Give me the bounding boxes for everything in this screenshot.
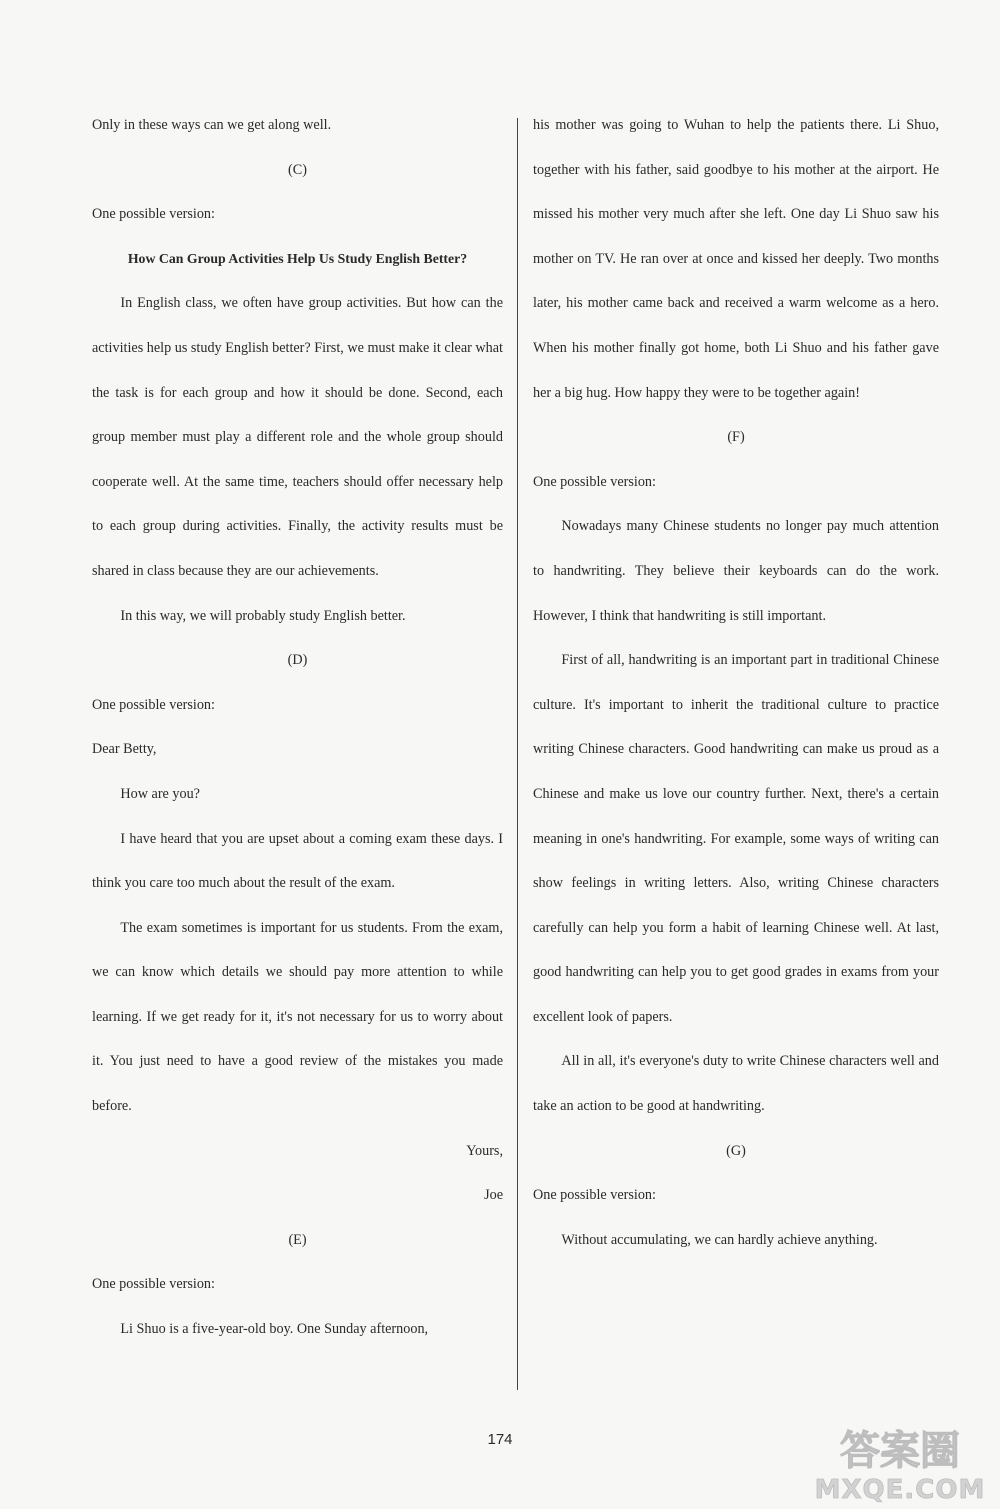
version-label: One possible version: xyxy=(92,206,215,223)
letter-signature: Joe xyxy=(484,1187,503,1204)
section-label-c: (C) xyxy=(288,161,307,178)
section-label-f: (F) xyxy=(727,429,745,446)
version-label: One possible version: xyxy=(533,1187,656,1204)
watermark-logo-icon xyxy=(808,1422,993,1504)
column-divider xyxy=(517,118,518,1390)
essay-title: How Can Group Activities Help Us Study English Better? xyxy=(127,250,468,266)
left-column xyxy=(92,103,503,1352)
section-label-e: (E) xyxy=(288,1231,307,1248)
watermark-line1: 答案圈 xyxy=(840,1428,960,1474)
paragraph: In this way, we will probably study English better. xyxy=(120,607,406,624)
paragraph: his mother was going to Wuhan to help the patients there. Li Shuo, together with his father, said goodbye to his mother at the airport. He missed his mother very much after she left. One day Li Shuo saw his mother on TV. He ran over at once and kissed her deeply. Two months later, his mother came back and received a warm welcome as a hero. When his mother finally got home, both Li Shuo and his father gave her a big hug. How happy they were to be together again! xyxy=(533,117,939,401)
page-number: 174 xyxy=(487,1431,513,1448)
paragraph: The exam sometimes is important for us students. From the exam, we can know which details we should pay more attention to while learning. If we get ready for it, it's not necessary for us to worry about it. You just need to have a good review of the mistakes you made before. xyxy=(92,919,503,1115)
paragraph: Li Shuo is a five-year-old boy. One Sunday afternoon, xyxy=(120,1321,429,1338)
paragraph: In English class, we often have group activities. But how can the activities help us study English better? First, we must make it clear what the task is for each group and how it should be done. Second, each group member must play a different role and the whole group should cooperate well. At the same time, teachers should offer necessary help to each group during activities. Finally, the activity results must be shared in class because they are our achievements. xyxy=(92,295,503,579)
paragraph: All in all, it's everyone's duty to write Chinese characters well and take an action to be good at handwriting. xyxy=(533,1053,939,1115)
paragraph: I have heard that you are upset about a coming exam these days. I think you care too much about the result of the exam. xyxy=(92,830,503,892)
paragraph: How are you? xyxy=(120,785,200,802)
letter-salutation: Dear Betty, xyxy=(92,741,157,758)
section-label-g: (G) xyxy=(726,1142,746,1159)
paragraph: Without accumulating, we can hardly achieve anything. xyxy=(561,1231,878,1248)
section-label-d: (D) xyxy=(287,652,308,669)
watermark-logo xyxy=(808,1422,993,1504)
paragraph: Nowadays many Chinese students no longer pay much attention to handwriting. They believe their keyboards can do the work. However, I think that handwriting is still important. xyxy=(533,518,939,624)
version-label: One possible version: xyxy=(92,696,215,713)
version-label: One possible version: xyxy=(92,1276,215,1293)
text-line: Only in these ways can we get along well. xyxy=(92,117,332,133)
right-column xyxy=(533,103,939,1262)
letter-closing: Yours, xyxy=(466,1142,503,1159)
version-label: One possible version: xyxy=(533,473,656,490)
watermark-line2: MXQE.COM xyxy=(814,1475,986,1504)
paragraph: First of all, handwriting is an important part in traditional Chinese culture. It's important to inherit the traditional culture to practice writing Chinese characters. Good handwriting can make us proud as a Chinese and make us love our country further. Next, there's a certain meaning in one's handwriting. For example, some ways of writing can show feelings in writing letters. Also, writing Chinese characters carefully can help you form a habit of learning Chinese well. At last, good handwriting can help you to get good grades in exams from your excellent look of papers. xyxy=(533,652,939,1025)
